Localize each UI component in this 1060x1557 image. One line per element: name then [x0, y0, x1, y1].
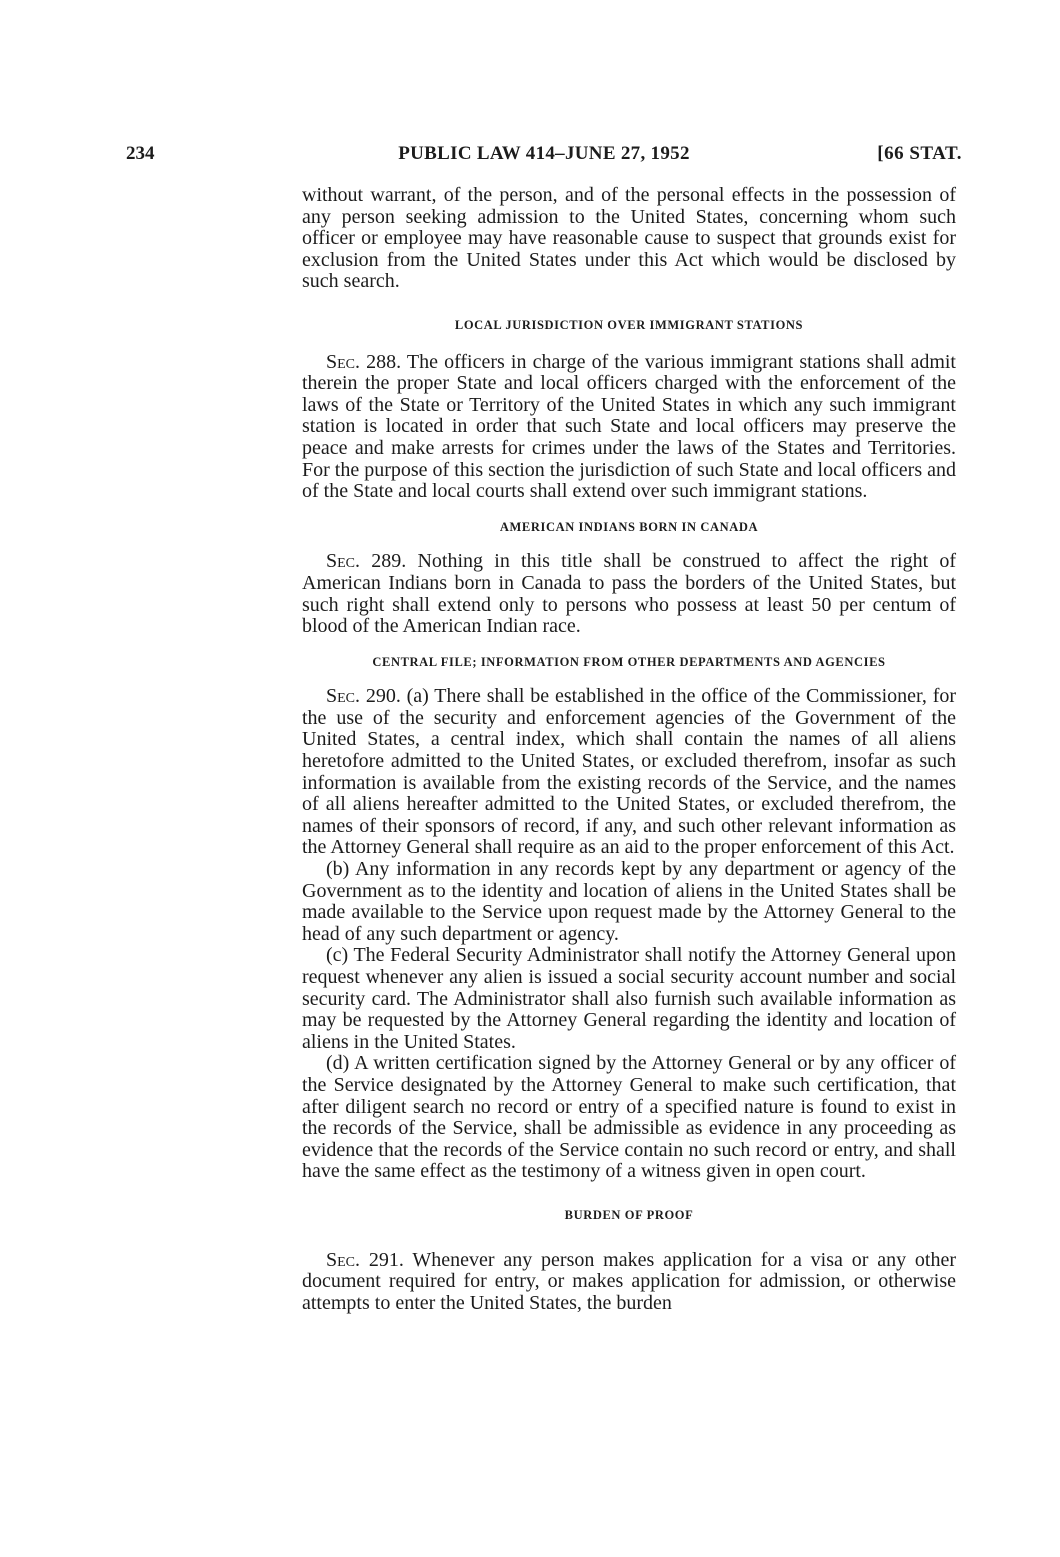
section-label-291: Sec. 291.	[326, 1248, 404, 1271]
section-290-paragraph	[302, 686, 956, 859]
running-head	[126, 143, 962, 171]
section-291-paragraph	[302, 1250, 956, 1315]
section-290-subsection-b: (b) Any information in any records kept by any department or agency of the Government as to the identity and location of aliens in the United States shall be made available to the Service upon request made by the Attorney General to the head of any such department or agency.	[302, 858, 956, 945]
section-heading-290: CENTRAL FILE; INFORMATION FROM OTHER DEPARTMENTS AND AGENCIES	[372, 654, 886, 669]
section-label-289: Sec. 289.	[326, 550, 407, 573]
body-column	[302, 185, 956, 1314]
section-heading-289: AMERICAN INDIANS BORN IN CANADA	[499, 519, 759, 534]
page-number: 234	[126, 143, 155, 164]
section-290-subsection-c: (c) The Federal Security Administrator shall notify the Attorney General upon request whenever any alien is issued a social security account number and social security card. The Administrator shall also furnish such available information as may be requested by the Attorney General regarding the identity and location of aliens in the United States.	[302, 944, 956, 1053]
section-label-290: Sec. 290.	[326, 685, 401, 708]
section-heading-288: LOCAL JURISDICTION OVER IMMIGRANT STATIONS	[454, 317, 804, 332]
section-288-paragraph	[302, 352, 956, 503]
section-label-288: Sec. 288.	[326, 350, 402, 373]
running-head-title: PUBLIC LAW 414–JUNE 27, 1952	[398, 143, 690, 164]
section-291-text: Whenever any person makes application for a visa or any other document required for entry, or makes application for admission, or otherwise attempts to enter the United States, the burden	[302, 1248, 956, 1314]
section-289-text: Nothing in this title shall be construed to affect the right of American Indians born in Canada to pass the borders of the United States, but such right shall extend only to persons who possess at least 50 per centum of blood of the American Indian race.	[302, 550, 957, 638]
section-289-paragraph	[302, 551, 956, 637]
continuation-paragraph: without warrant, of the person, and of the personal effects in the possession of any person seeking admission to the United States, concerning whom such officer or employee may have reasonable cause to suspect that grounds exist for exclusion from the United States under this Act which would be disclosed by such search.	[302, 184, 956, 293]
section-heading-291: BURDEN OF PROOF	[564, 1207, 694, 1222]
section-290-text: (a) There shall be established in the office of the Commissioner, for the use of the security and enforcement agencies of the Government of the United States, a central index, which shall contain the names of all aliens heretofore admitted to the United States, or excluded therefrom, insofar as such information is available from the existing records of the Service, and the names of all aliens hereafter admitted to the United States, or excluded therefrom, the names of their sponsors of record, if any, and such other relevant information as the Attorney General shall require as an aid to the proper enforcement of this Act.	[302, 685, 957, 859]
statute-reference: [66 STAT.	[877, 143, 962, 164]
section-288-text: The officers in charge of the various immigrant stations shall admit therein the proper State and local officers charged with the enforcement of the laws of the State or Territory of the United States in which any such immigrant station is located in order that such State and local officers may preserve the peace and make arrests for crimes under the laws of the States and Territories. For the purpose of this section the jurisdiction of such State and local officers and of the State and local courts shall extend over such immigrant stations.	[302, 350, 956, 503]
section-290-subsection-d: (d) A written certification signed by the Attorney General or by any officer of the Service designated by the Attorney General to make such certification, that after diligent search no record or entry of a specified nature is found to exist in the records of the Service, shall be admissible as evidence in any proceeding as evidence that the records of the Service contain no such record or entry, and shall have the same effect as the testimony of a witness given in open court.	[302, 1052, 956, 1183]
